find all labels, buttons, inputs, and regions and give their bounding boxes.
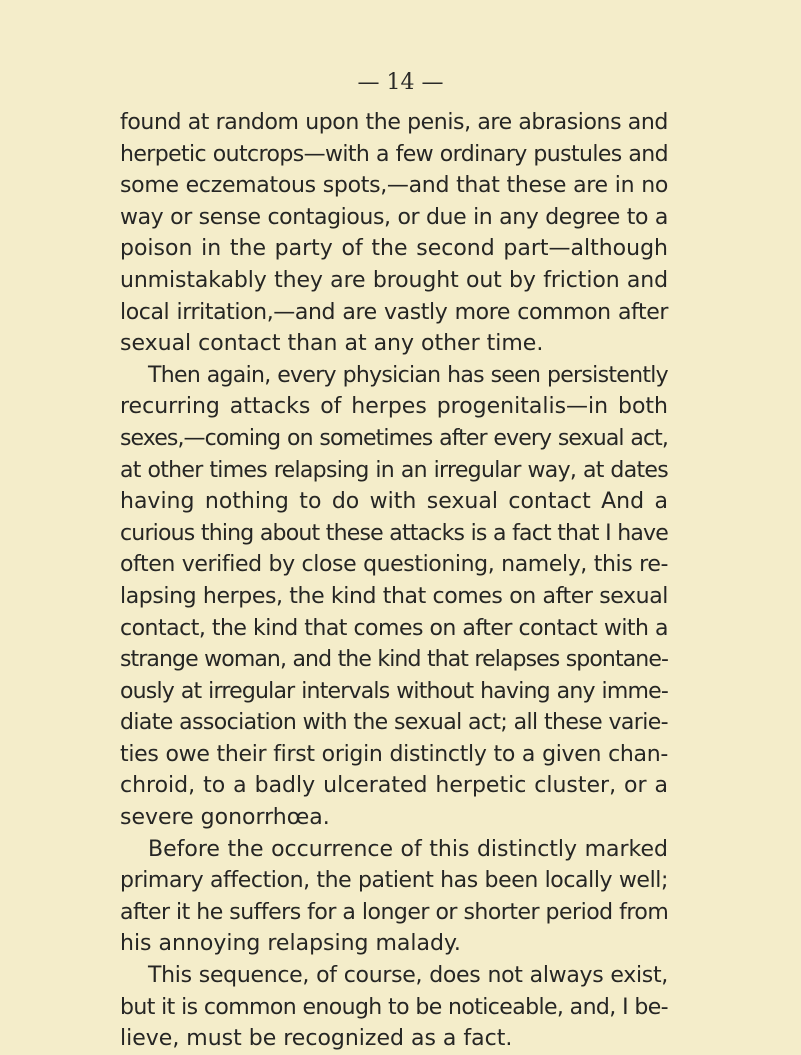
body-text [120, 107, 668, 1055]
text-line: curious thing about these attacks is a fact that I have [120, 520, 668, 546]
text-line: contact, the kind that comes on after contact with a [120, 615, 668, 641]
text-line: sexes,—coming on sometimes after every sexual act, [120, 425, 668, 451]
text-line: unmistakably they are brought out by friction and [120, 267, 668, 293]
text-line: recurring attacks of herpes progenitalis—in both [120, 394, 668, 420]
text-line: way or sense contagious, or due in any degree to a [120, 204, 668, 230]
text-line: lapsing herpes, the kind that comes on after sexual [120, 583, 668, 609]
text-line: but it is common enough to be noticeable, and, I be- [120, 994, 668, 1020]
text-line: This sequence, of course, does not always exist, [148, 963, 668, 989]
text-line: primary affection, the patient has been locally well; [120, 868, 668, 894]
text-line: sexual contact than at any other time. [120, 331, 544, 357]
text-line: found at random upon the penis, are abrasions and [120, 110, 668, 135]
text-line: at other times relapsing in an irregular way, at dates [120, 457, 668, 483]
text-line: having nothing to do with sexual contact And a [120, 489, 668, 515]
text-line: poison in the party of the second part—although [120, 236, 668, 262]
text-line: some eczematous spots,—and that these are in no [120, 173, 668, 199]
text-line: severe gonorrhœa. [120, 805, 330, 831]
text-line: chroid, to a badly ulcerated herpetic cluster, or a [120, 773, 668, 799]
text-line: often verified by close questioning, namely, this re- [120, 552, 668, 578]
text-line: strange woman, and the kind that relapses spontane- [120, 647, 668, 673]
text-line: after it he suffers for a longer or shorter period from [120, 899, 669, 925]
text-line: ously at irregular intervals without having any imme- [120, 678, 668, 704]
text-line: ties owe their first origin distinctly to a given chan- [120, 741, 668, 767]
page-number: — 14 — [357, 70, 444, 95]
text-line: diate association with the sexual act; all these varie- [120, 710, 668, 736]
text-line: local irritation,—and are vastly more common after [120, 299, 668, 325]
text-line: herpetic outcrops—with a few ordinary pustules and [120, 141, 668, 167]
text-line: Then again, every physician has seen persistently [148, 362, 668, 388]
text-line: Before the occurrence of this distinctly marked [148, 836, 668, 862]
text-line: his annoying relapsing malady. [120, 931, 461, 957]
text-line: lieve, must be recognized as a fact. [120, 1026, 513, 1052]
